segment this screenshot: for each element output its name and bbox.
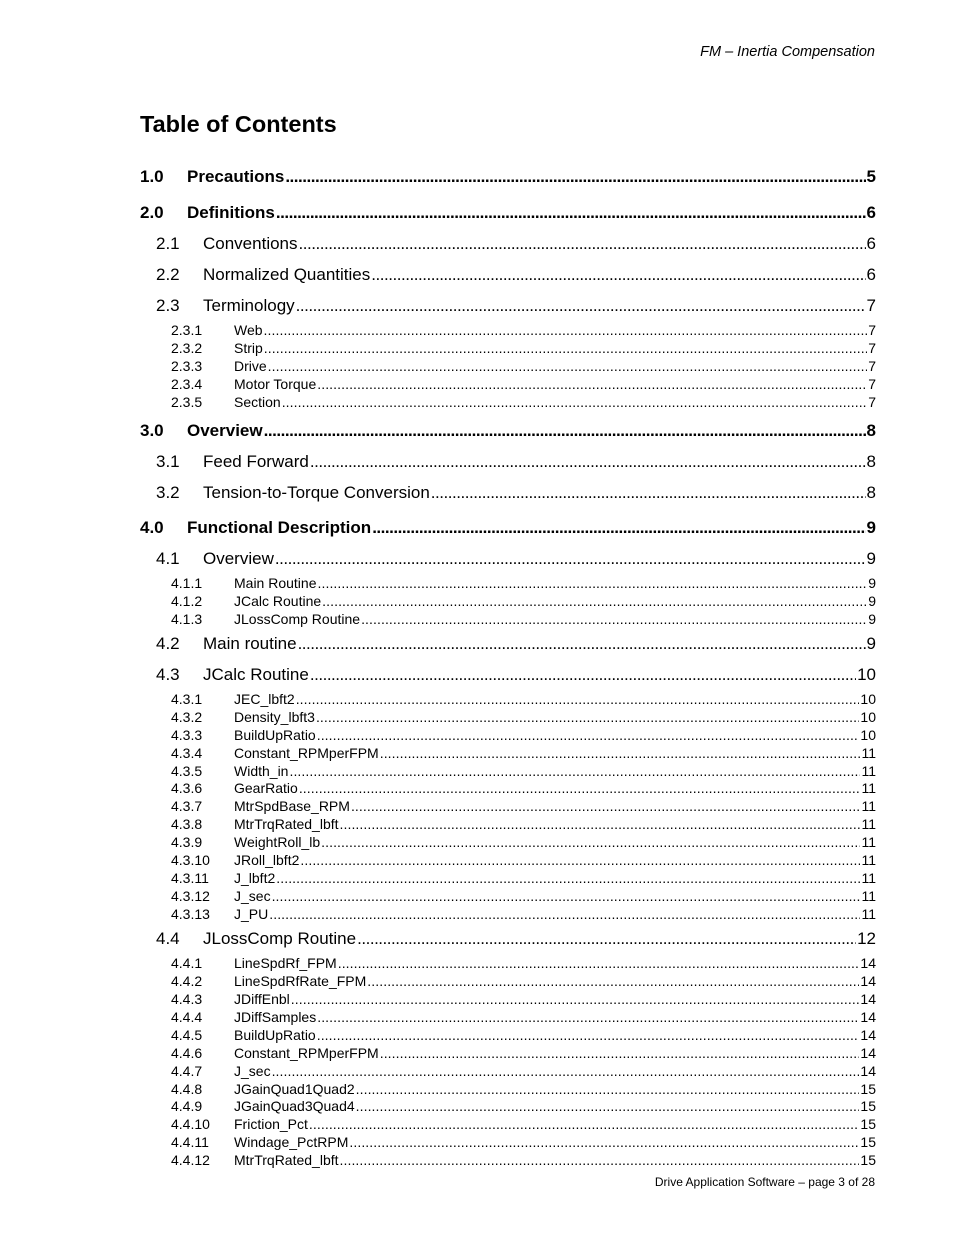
toc-entry-title: Constant_RPMperFPM	[234, 1045, 379, 1061]
toc-dot-leader	[272, 1063, 860, 1079]
toc-entry-page: 7	[868, 376, 876, 392]
toc-entry-title: Feed Forward	[203, 452, 309, 471]
toc-entry-page: 6	[866, 265, 876, 284]
toc-entry-number: 4.3.9	[171, 834, 203, 850]
toc-entry-page: 6	[866, 234, 876, 253]
toc-entry[interactable]	[140, 1152, 876, 1169]
toc-entry-title: Definitions	[187, 203, 275, 222]
toc-entry-number: 4.4	[156, 929, 180, 948]
toc-dot-leader	[318, 575, 868, 591]
toc-entry-number: 2.3.3	[171, 358, 203, 374]
toc-dot-leader	[371, 265, 865, 285]
toc-dot-leader	[316, 709, 859, 725]
toc-dot-leader	[291, 991, 860, 1007]
toc-entry-title: Precautions	[187, 167, 285, 186]
toc-entry-number: 4.3.8	[171, 816, 203, 832]
toc-dot-leader	[317, 376, 867, 392]
toc-entry[interactable]	[140, 745, 876, 762]
toc-entry-title: GearRatio	[234, 780, 298, 796]
toc-dot-leader	[356, 1098, 860, 1114]
toc-entry-title: Density_lbft3	[234, 709, 315, 725]
toc-entry[interactable]	[140, 593, 876, 610]
toc-entry-title: BuildUpRatio	[234, 727, 316, 743]
toc-entry-title: J_sec	[234, 1063, 271, 1079]
toc-entry-title: Motor Torque	[234, 376, 317, 392]
toc-entry-number: 2.3.1	[171, 322, 203, 338]
toc-entry-title: JRoll_lbft2	[234, 852, 300, 868]
toc-entry[interactable]	[140, 1063, 876, 1080]
toc-dot-leader	[298, 634, 866, 654]
toc-entry[interactable]	[140, 780, 876, 797]
toc-entry-page: 11	[861, 816, 876, 832]
toc-entry-page: 11	[861, 780, 876, 796]
toc-entry-number: 4.1.2	[171, 593, 203, 609]
page-footer: Drive Application Software – page 3 of 28	[654, 1175, 875, 1189]
toc-entry-number: 2.2	[156, 265, 180, 284]
toc-entry[interactable]	[140, 1134, 876, 1151]
toc-entry[interactable]	[140, 1009, 876, 1026]
toc-dot-leader	[264, 340, 867, 356]
toc-entry[interactable]	[140, 394, 876, 411]
toc-entry[interactable]	[140, 1027, 876, 1044]
toc-entry-page: 11	[861, 906, 876, 922]
toc-entry-page: 15	[860, 1152, 876, 1168]
toc-entry-title: MtrSpdBase_RPM	[234, 798, 350, 814]
toc-entry[interactable]	[140, 234, 876, 256]
toc-entry[interactable]	[140, 1045, 876, 1062]
toc-dot-leader	[269, 906, 860, 922]
toc-entry[interactable]	[140, 549, 876, 571]
toc-dot-leader	[276, 870, 860, 886]
toc-entry[interactable]	[140, 973, 876, 990]
toc-entry[interactable]	[140, 991, 876, 1008]
toc-entry[interactable]	[140, 575, 876, 592]
toc-dot-leader	[367, 973, 859, 989]
toc-entry[interactable]	[140, 1116, 876, 1133]
toc-entry-number: 4.3	[156, 665, 180, 684]
toc-entry[interactable]	[140, 665, 876, 687]
toc-entry-number: 4.3.13	[171, 906, 210, 922]
toc-entry-title: Normalized Quantities	[203, 265, 371, 284]
toc-entry-title: JCalc Routine	[203, 665, 309, 684]
toc-entry-page: 14	[860, 1045, 876, 1061]
toc-dot-leader	[282, 394, 868, 410]
toc-entry[interactable]	[140, 518, 876, 540]
toc-entry[interactable]	[140, 798, 876, 815]
toc-entry-number: 4.1.1	[171, 575, 203, 591]
toc-dot-leader	[349, 1134, 859, 1150]
toc-entry-number: 4.3.6	[171, 780, 203, 796]
toc-entry-page: 11	[861, 798, 876, 814]
toc-dot-leader	[356, 1081, 860, 1097]
toc-entry-page: 9	[866, 518, 876, 537]
toc-entry[interactable]	[140, 929, 876, 951]
toc-dot-leader	[317, 727, 860, 743]
toc-dot-leader	[310, 452, 866, 472]
toc-dot-leader	[317, 1009, 859, 1025]
toc-entry[interactable]	[140, 727, 876, 744]
toc-entry[interactable]	[140, 611, 876, 628]
toc-entry-number: 4.3.4	[171, 745, 203, 761]
toc-entry-title: JGainQuad1Quad2	[234, 1081, 355, 1097]
toc-entry-page: 11	[861, 745, 876, 761]
toc-entry[interactable]	[140, 870, 876, 887]
toc-entry-page: 14	[860, 955, 876, 971]
toc-dot-leader	[276, 203, 866, 223]
toc-entry[interactable]	[140, 376, 876, 393]
toc-entry-page: 9	[866, 634, 876, 653]
toc-entry-number: 4.4.7	[171, 1063, 203, 1079]
toc-entry[interactable]	[140, 1098, 876, 1115]
toc-entry-page: 14	[860, 1027, 876, 1043]
toc-entry-page: 11	[861, 834, 876, 850]
toc-entry[interactable]	[140, 340, 876, 357]
toc-entry[interactable]	[140, 265, 876, 287]
toc-entry-title: Drive	[234, 358, 267, 374]
toc-entry-page: 8	[866, 452, 876, 471]
toc-entry-number: 4.3.2	[171, 709, 203, 725]
toc-entry-page: 9	[868, 611, 876, 627]
toc-entry-number: 4.4.9	[171, 1098, 203, 1114]
toc-entry-title: MtrTrqRated_lbft	[234, 816, 339, 832]
toc-dot-leader	[321, 834, 860, 850]
toc-dot-leader	[264, 322, 868, 338]
toc-dot-leader	[289, 763, 860, 779]
toc-entry-page: 11	[861, 852, 876, 868]
toc-entry[interactable]	[140, 634, 876, 656]
toc-entry-title: Strip	[234, 340, 263, 356]
toc-entry-number: 4.4.11	[171, 1134, 209, 1150]
toc-entry[interactable]	[140, 452, 876, 474]
toc-entry[interactable]	[140, 203, 876, 225]
toc-dot-leader	[338, 955, 860, 971]
toc-dot-leader	[300, 852, 860, 868]
toc-entry-title: Width_in	[234, 763, 289, 779]
toc-entry-number: 2.3.5	[171, 394, 203, 410]
toc-entry-title: Windage_PctRPM	[234, 1134, 349, 1150]
toc-entry-page: 15	[860, 1098, 876, 1114]
toc-dot-leader	[361, 611, 867, 627]
toc-dot-leader	[264, 421, 866, 441]
toc-entry[interactable]	[140, 358, 876, 375]
toc-entry-number: 4.3.7	[171, 798, 203, 814]
toc-entry-title: Conventions	[203, 234, 298, 253]
toc-entry-page: 10	[860, 709, 876, 725]
toc-entry-title: BuildUpRatio	[234, 1027, 316, 1043]
toc-entry-title: Constant_RPMperFPM	[234, 745, 379, 761]
toc-dot-leader	[357, 929, 856, 949]
toc-entry-title: MtrTrqRated_lbft	[234, 1152, 339, 1168]
toc-entry[interactable]	[140, 906, 876, 923]
toc-dot-leader	[285, 167, 865, 187]
toc-dot-leader	[296, 296, 866, 316]
toc-entry-page: 14	[860, 1009, 876, 1025]
toc-entry-number: 4.3.3	[171, 727, 203, 743]
toc-entry-title: J_lbft2	[234, 870, 276, 886]
toc-entry-page: 5	[866, 167, 876, 186]
toc-entry-number: 3.1	[156, 452, 180, 471]
toc-dot-leader	[275, 549, 866, 569]
toc-dot-leader	[340, 1152, 860, 1168]
toc-title: Table of Contents	[140, 111, 337, 137]
toc-entry-title: Friction_Pct	[234, 1116, 308, 1132]
toc-entry[interactable]	[140, 955, 876, 972]
toc-entry-page: 9	[868, 575, 876, 591]
toc-entry-number: 4.3.11	[171, 870, 209, 886]
toc-entry-number: 3.2	[156, 483, 180, 502]
toc-entry-page: 10	[857, 665, 876, 684]
toc-entry-page: 15	[860, 1116, 876, 1132]
toc-entry-page: 7	[866, 296, 876, 315]
toc-entry-number: 1.0	[140, 167, 164, 186]
toc-entry-title: Web	[234, 322, 263, 338]
toc-entry[interactable]	[140, 888, 876, 905]
toc-entry-number: 4.3.5	[171, 763, 203, 779]
page-header: FM – Inertia Compensation	[700, 44, 875, 60]
toc-entry-number: 2.3.2	[171, 340, 203, 356]
toc-entry-page: 11	[861, 870, 876, 886]
toc-entry-number: 4.4.8	[171, 1081, 203, 1097]
toc-entry-page: 9	[868, 593, 876, 609]
toc-entry-number: 4.2	[156, 634, 180, 653]
toc-entry-title: Tension-to-Torque Conversion	[203, 483, 430, 502]
toc-entry-page: 15	[860, 1134, 876, 1150]
toc-entry-number: 4.4.12	[171, 1152, 210, 1168]
toc-entry-page: 8	[866, 483, 876, 502]
toc-dot-leader	[380, 1045, 860, 1061]
toc-entry[interactable]	[140, 296, 876, 318]
toc-entry-page: 14	[860, 991, 876, 1007]
toc-dot-leader	[322, 593, 867, 609]
toc-entry-title: Main Routine	[234, 575, 317, 591]
toc-entry-number: 4.0	[140, 518, 164, 537]
toc-entry[interactable]	[140, 167, 876, 189]
toc-entry-number: 4.4.5	[171, 1027, 203, 1043]
toc-entry-number: 4.3.1	[171, 691, 203, 707]
toc-entry-page: 8	[866, 421, 876, 440]
toc-entry[interactable]	[140, 1081, 876, 1098]
toc-entry[interactable]	[140, 852, 876, 869]
toc-entry-page: 15	[860, 1081, 876, 1097]
toc-entry-number: 4.1	[156, 549, 180, 568]
toc-entry-title: JLossComp Routine	[234, 611, 361, 627]
toc-entry-number: 4.3.10	[171, 852, 210, 868]
toc-entry-title: JCalc Routine	[234, 593, 322, 609]
toc-entry-title: JDiffSamples	[234, 1009, 317, 1025]
toc-dot-leader	[340, 816, 861, 832]
toc-entry-number: 3.0	[140, 421, 164, 440]
toc-entry-number: 4.4.2	[171, 973, 203, 989]
toc-dot-leader	[296, 691, 860, 707]
toc-dot-leader	[431, 483, 866, 503]
toc-entry-number: 4.4.10	[171, 1116, 210, 1132]
toc-entry-page: 7	[868, 340, 876, 356]
toc-entry-number: 4.3.12	[171, 888, 210, 904]
toc-entry-page: 7	[868, 358, 876, 374]
toc-entry-number: 2.3	[156, 296, 180, 315]
toc-dot-leader	[317, 1027, 860, 1043]
toc-entry-title: JDiffEnbl	[234, 991, 290, 1007]
toc-entry[interactable]	[140, 834, 876, 851]
toc-entry-page: 10	[860, 691, 876, 707]
toc-entry-title: Main routine	[203, 634, 297, 653]
toc-entry-page: 12	[857, 929, 876, 948]
toc-entry-number: 2.1	[156, 234, 180, 253]
toc-entry-title: JGainQuad3Quad4	[234, 1098, 355, 1114]
toc-entry-page: 11	[861, 763, 876, 779]
toc-entry-title: Overview	[187, 421, 263, 440]
toc-entry-title: Terminology	[203, 296, 295, 315]
toc-entry-number: 4.1.3	[171, 611, 203, 627]
toc-entry[interactable]	[140, 691, 876, 708]
toc-dot-leader	[380, 745, 861, 761]
toc-entry-page: 7	[868, 394, 876, 410]
toc-entry[interactable]	[140, 322, 876, 339]
toc-entry-page: 11	[861, 888, 876, 904]
toc-dot-leader	[268, 358, 868, 374]
toc-entry-page: 9	[866, 549, 876, 568]
toc-entry-page: 10	[860, 727, 876, 743]
toc-entry[interactable]	[140, 816, 876, 833]
toc-entry-number: 4.4.6	[171, 1045, 203, 1061]
toc-entry-page: 6	[866, 203, 876, 222]
toc-entry[interactable]	[140, 763, 876, 780]
toc-entry-title: LineSpdRfRate_FPM	[234, 973, 367, 989]
toc-dot-leader	[310, 665, 856, 685]
toc-entry-title: JEC_lbft2	[234, 691, 295, 707]
toc-entry-title: JLossComp Routine	[203, 929, 357, 948]
toc-dot-leader	[351, 798, 861, 814]
toc-dot-leader	[272, 888, 861, 904]
toc-dot-leader	[309, 1116, 860, 1132]
toc-entry[interactable]	[140, 709, 876, 726]
toc-entry-number: 4.4.4	[171, 1009, 203, 1025]
toc-dot-leader	[299, 780, 861, 796]
toc-entry-number: 4.4.3	[171, 991, 203, 1007]
toc-dot-leader	[372, 518, 865, 538]
toc-entry-title: J_PU	[234, 906, 269, 922]
toc-dot-leader	[299, 234, 866, 254]
toc-entry-page: 14	[860, 1063, 876, 1079]
toc-entry-number: 2.0	[140, 203, 164, 222]
toc-entry-title: WeightRoll_lb	[234, 834, 321, 850]
toc-entry[interactable]	[140, 483, 876, 505]
toc-entry-title: Overview	[203, 549, 274, 568]
toc-entry[interactable]	[140, 421, 876, 443]
toc-entry-title: Section	[234, 394, 281, 410]
toc-entry-page: 14	[860, 973, 876, 989]
toc-entry-number: 4.4.1	[171, 955, 203, 971]
toc-entry-title: LineSpdRf_FPM	[234, 955, 337, 971]
toc-entry-title: J_sec	[234, 888, 271, 904]
toc-entry-page: 7	[868, 322, 876, 338]
toc-entry-title: Functional Description	[187, 518, 372, 537]
toc-entry-number: 2.3.4	[171, 376, 203, 392]
